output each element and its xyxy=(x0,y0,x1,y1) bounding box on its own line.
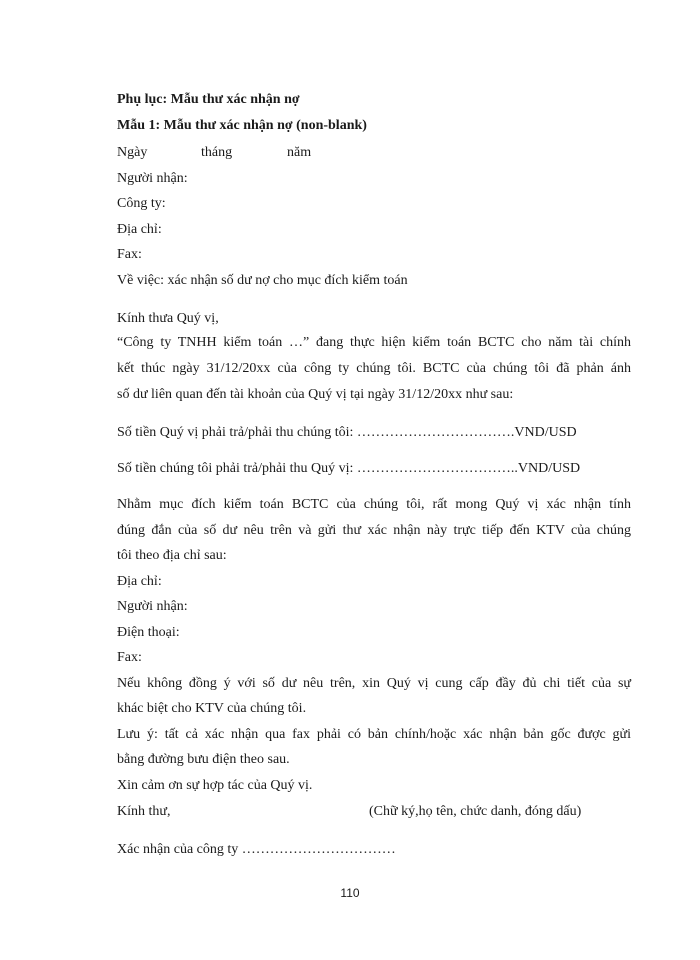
recipient-field: Người nhận: xyxy=(117,171,188,186)
reply-address-field: Địa chỉ: xyxy=(117,574,162,589)
amount-payable-line: Số tiền chúng tôi phải trả/phải thu Quý vị: ……………………………..VND/USD xyxy=(117,461,581,476)
company-confirmation-line: Xác nhận của công ty …………………………… xyxy=(117,842,396,857)
reply-recipient-field: Người nhận: xyxy=(117,599,188,614)
subject-line: Về việc: xác nhận số dư nợ cho mục đích kiểm toán xyxy=(117,273,408,288)
fax-field: Fax: xyxy=(117,247,142,262)
date-line xyxy=(117,144,417,162)
date-year-label: năm xyxy=(287,145,312,160)
company-field: Công ty: xyxy=(117,196,166,211)
template-title: Mẫu 1: Mẫu thư xác nhận nợ (non-blank) xyxy=(117,118,367,133)
date-month-label: tháng xyxy=(201,145,233,160)
request-line: đúng đắn của số dư nêu trên và gửi thư xác nhận này trực tiếp đến KTV của chúng xyxy=(117,523,631,538)
address-field: Địa chỉ: xyxy=(117,222,162,237)
note-line: bằng đường bưu điện theo sau. xyxy=(117,752,290,767)
request-line: tôi theo địa chỉ sau: xyxy=(117,548,227,563)
disagree-line: Nếu không đồng ý với số dư nêu trên, xin Quý vị cung cấp đầy đủ chi tiết của sự xyxy=(117,676,631,691)
appendix-title: Phụ lục: Mẫu thư xác nhận nợ xyxy=(117,92,300,107)
amount-receivable-line: Số tiền Quý vị phải trả/phải thu chúng tôi: …………………………….VND/USD xyxy=(117,425,577,440)
intro-line: số dư liên quan đến tài khoản của Quý vị tại ngày 31/12/20xx như sau: xyxy=(117,387,514,402)
request-line: Nhằm mục đích kiểm toán BCTC của chúng tôi, rất mong Quý vị xác nhận tính xyxy=(117,497,631,512)
salutation: Kính thưa Quý vị, xyxy=(117,311,219,326)
signature-note: (Chữ ký,họ tên, chức danh, đóng dấu) xyxy=(369,804,582,819)
closing-line: Kính thư, xyxy=(117,804,171,819)
disagree-line: khác biệt cho KTV của chúng tôi. xyxy=(117,701,307,716)
intro-line: kết thúc ngày 31/12/20xx của công ty chúng tôi. BCTC của chúng tôi đã phản ánh xyxy=(117,361,631,376)
note-line: Lưu ý: tất cả xác nhận qua fax phải có bản chính/hoặc xác nhận bản gốc được gửi xyxy=(117,727,631,742)
reply-fax-field: Fax: xyxy=(117,650,142,665)
thanks-line: Xin cảm ơn sự hợp tác của Quý vị. xyxy=(117,778,313,793)
date-day-label: Ngày xyxy=(117,145,148,160)
page-number: 110 xyxy=(340,886,360,900)
intro-line: “Công ty TNHH kiểm toán …” đang thực hiện kiểm toán BCTC cho năm tài chính xyxy=(117,335,631,350)
reply-phone-field: Điện thoại: xyxy=(117,625,180,640)
